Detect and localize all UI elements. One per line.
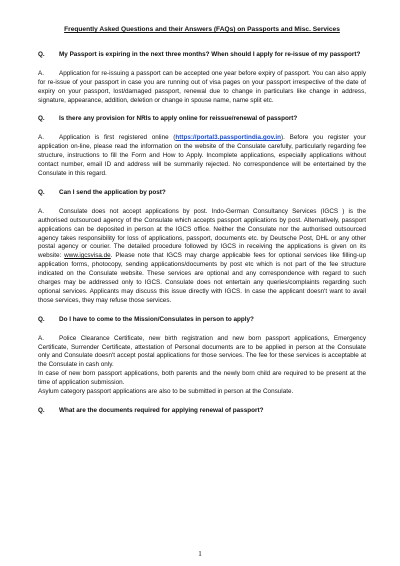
- question-text: My Passport is expiring in the next three months? When should I apply for re-issue of my passport?: [59, 50, 361, 58]
- answer-label: A.: [38, 207, 44, 215]
- answer-paragraph: Asylum category passport applications are also to be submitted in person at the Consulate.: [38, 388, 294, 396]
- answer-1: [38, 70, 366, 106]
- question-label: Q.: [38, 50, 45, 58]
- answer-paragraph: In case of new born passport applications, both parents and the newly born child are required to be present at the time of application submission.: [38, 370, 366, 387]
- question-text: Do I have to come to the Mission/Consulates in person to apply?: [59, 315, 254, 323]
- answer-text: Police Clearance Certificate, new birth registration and new born passport applications, Emergency Certificate, Surrender Certificate, attestation of Personal documents are to be applied in person at the Consulate only and Consulate doesn't accept postal applications for those services. The fee for these services is acceptable at the Consulate in cash only.: [38, 334, 366, 369]
- passport-portal-link[interactable]: https://portal3.passportindia.gov.in: [175, 134, 282, 142]
- answer-text-cont: . Please note that IGCS may charge applicable fees for optional services like filling-up application forms, photocopy, sending applications/documents by post etc which is not part of the fee structure indicated on the Consulate website. These services are optional and any correspondence with regard to such charges may be addressed only to IGCS. Consulate does not entertain any queries/complaints regarding such optional services. Applicants may discuss this issue directly with IGCS. In case the applicant doesn't want to avail those services, they may refuse those services.: [38, 252, 366, 304]
- question-1: [38, 51, 366, 60]
- answer-4: [38, 335, 366, 397]
- page-number: 1: [198, 549, 202, 558]
- question-label: Q.: [38, 115, 45, 123]
- answer-paragraph: [38, 335, 366, 371]
- answer-text: Application is first registered online (: [59, 134, 176, 142]
- question-text: Can I send the application by post?: [59, 188, 166, 196]
- question-text: Is there any provision for NRIs to apply online for reissue/renewal of passport?: [59, 115, 298, 123]
- answer-label: A.: [38, 334, 44, 342]
- answer-3: [38, 208, 366, 306]
- answer-label: A.: [38, 134, 44, 142]
- question-4: [38, 316, 366, 325]
- question-label: Q.: [38, 407, 45, 414]
- page-title: Frequently Asked Questions and their Answers (FAQs) on Passports and Misc. Services: [64, 26, 340, 33]
- question-label: Q.: [38, 188, 45, 196]
- answer-text-cont: ). Before you register your application on-line, please read the information on the website of the Consulate carefully, particularly regarding fee structure, instructions to fill the Form and How to Apply. Incomplete applications, especially applications without contact number, email ID and address will be summarily rejected. No correspondence will be entertained by the Consulate in this regard.: [38, 134, 366, 177]
- question-3: [38, 189, 366, 198]
- answer-label: A.: [38, 69, 44, 77]
- question-text: What are the documents required for applying renewal of passport?: [59, 407, 264, 414]
- question-2: [38, 115, 366, 124]
- answer-2: [38, 134, 366, 179]
- question-5: [38, 407, 366, 416]
- question-label: Q.: [38, 315, 45, 323]
- answer-text: Application for re-issuing a passport can be accepted one year before expiry of passport. You can also apply for re-issue of your passport in case you are running out of visa pages on your passport irrespective of the date of expiry on your passport, lost/damaged passport, renewal due to change in particulars like change in address, signature, appearance, addition, deletion or change in spouse name, name split etc.: [38, 69, 366, 104]
- igcs-website-link[interactable]: www.igcsvisa.de: [64, 252, 111, 260]
- answer-text: Consulate does not accept applications by post. Indo-German Consultancy Services (IGCS ) is the authorised outsourced agency of the Consulate which accepts passport applications by post. Alternatively, passport applications can be deposited in person at the IGCS office. Neither the Consulate nor the authorised outsourced agency takes responsibility for loss of applications, passport, documents etc. by Deutsche Post, DHL or any other postal agency or courier. The detailed procedure followed by IGCS in receiving the applications is given on its website:: [38, 207, 366, 260]
